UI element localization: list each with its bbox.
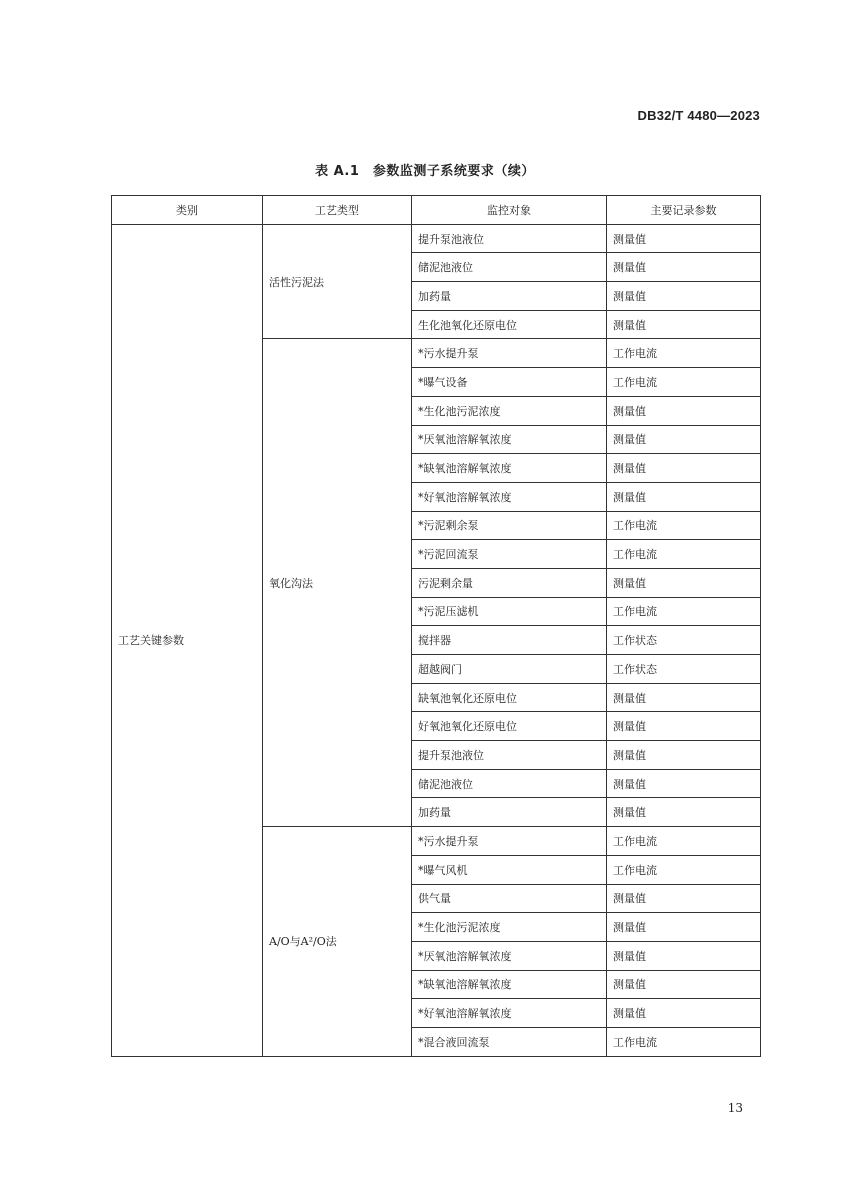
record-parameter-cell: 测量值	[607, 454, 761, 483]
record-parameter-cell: 测量值	[607, 482, 761, 511]
monitoring-object-cell: *生化池污泥浓度	[412, 396, 607, 425]
monitoring-object-cell: 好氧池氧化还原电位	[412, 712, 607, 741]
standard-code: DB32/T 4480—2023	[637, 108, 760, 123]
record-parameter-cell: 工作电流	[607, 1027, 761, 1056]
monitoring-object-cell: *厌氧池溶解氧浓度	[412, 425, 607, 454]
monitoring-object-cell: 污泥剩余量	[412, 568, 607, 597]
record-parameter-cell: 测量值	[607, 913, 761, 942]
record-parameter-cell: 测量值	[607, 425, 761, 454]
monitoring-object-cell: *厌氧池溶解氧浓度	[412, 941, 607, 970]
monitoring-object-cell: *曝气设备	[412, 368, 607, 397]
monitoring-object-cell: 储泥池液位	[412, 769, 607, 798]
monitoring-object-cell: 提升泵池液位	[412, 224, 607, 253]
record-parameter-cell: 工作状态	[607, 655, 761, 684]
record-parameter-cell: 测量值	[607, 970, 761, 999]
record-parameter-cell: 测量值	[607, 769, 761, 798]
record-parameter-cell: 工作电流	[607, 511, 761, 540]
table-header-row	[112, 196, 761, 225]
column-header: 主要记录参数	[607, 196, 761, 225]
monitoring-object-cell: *污泥剩余泵	[412, 511, 607, 540]
monitoring-object-cell: *生化池污泥浓度	[412, 913, 607, 942]
process-type-cell: A/O与A²/O法	[263, 827, 412, 1057]
category-cell: 工艺关键参数	[112, 224, 263, 1056]
record-parameter-cell: 工作电流	[607, 339, 761, 368]
record-parameter-cell: 工作电流	[607, 827, 761, 856]
column-header: 工艺类型	[263, 196, 412, 225]
record-parameter-cell: 工作状态	[607, 626, 761, 655]
record-parameter-cell: 测量值	[607, 310, 761, 339]
monitoring-object-cell: *好氧池溶解氧浓度	[412, 999, 607, 1028]
record-parameter-cell: 测量值	[607, 741, 761, 770]
record-parameter-cell: 工作电流	[607, 855, 761, 884]
monitoring-object-cell: *曝气风机	[412, 855, 607, 884]
record-parameter-cell: 测量值	[607, 396, 761, 425]
record-parameter-cell: 测量值	[607, 884, 761, 913]
column-header: 类别	[112, 196, 263, 225]
table-row	[112, 224, 761, 253]
record-parameter-cell: 测量值	[607, 683, 761, 712]
column-header: 监控对象	[412, 196, 607, 225]
record-parameter-cell: 测量值	[607, 282, 761, 311]
process-type-cell: 活性污泥法	[263, 224, 412, 339]
record-parameter-cell: 工作电流	[607, 597, 761, 626]
monitoring-object-cell: 缺氧池氧化还原电位	[412, 683, 607, 712]
monitoring-object-cell: *污水提升泵	[412, 827, 607, 856]
record-parameter-cell: 工作电流	[607, 540, 761, 569]
parameter-table	[111, 195, 761, 1057]
record-parameter-cell: 工作电流	[607, 368, 761, 397]
monitoring-object-cell: 储泥池液位	[412, 253, 607, 282]
record-parameter-cell: 测量值	[607, 999, 761, 1028]
monitoring-object-cell: 供气量	[412, 884, 607, 913]
monitoring-object-cell: *混合液回流泵	[412, 1027, 607, 1056]
monitoring-object-cell: 加药量	[412, 798, 607, 827]
record-parameter-cell: 测量值	[607, 253, 761, 282]
table-title: 表 A.1 参数监测子系统要求（续）	[315, 164, 535, 179]
record-parameter-cell: 测量值	[607, 224, 761, 253]
table-body	[112, 224, 761, 1056]
record-parameter-cell: 测量值	[607, 941, 761, 970]
monitoring-object-cell: 搅拌器	[412, 626, 607, 655]
monitoring-object-cell: 超越阀门	[412, 655, 607, 684]
monitoring-object-cell: *污泥回流泵	[412, 540, 607, 569]
record-parameter-cell: 测量值	[607, 568, 761, 597]
monitoring-object-cell: 加药量	[412, 282, 607, 311]
monitoring-object-cell: 提升泵池液位	[412, 741, 607, 770]
monitoring-object-cell: 生化池氧化还原电位	[412, 310, 607, 339]
monitoring-object-cell: *好氧池溶解氧浓度	[412, 482, 607, 511]
record-parameter-cell: 测量值	[607, 798, 761, 827]
page-number: 13	[727, 1101, 743, 1115]
process-type-cell: 氧化沟法	[263, 339, 412, 827]
monitoring-object-cell: *污泥压滤机	[412, 597, 607, 626]
monitoring-object-cell: *缺氧池溶解氧浓度	[412, 970, 607, 999]
monitoring-object-cell: *污水提升泵	[412, 339, 607, 368]
record-parameter-cell: 测量值	[607, 712, 761, 741]
monitoring-object-cell: *缺氧池溶解氧浓度	[412, 454, 607, 483]
